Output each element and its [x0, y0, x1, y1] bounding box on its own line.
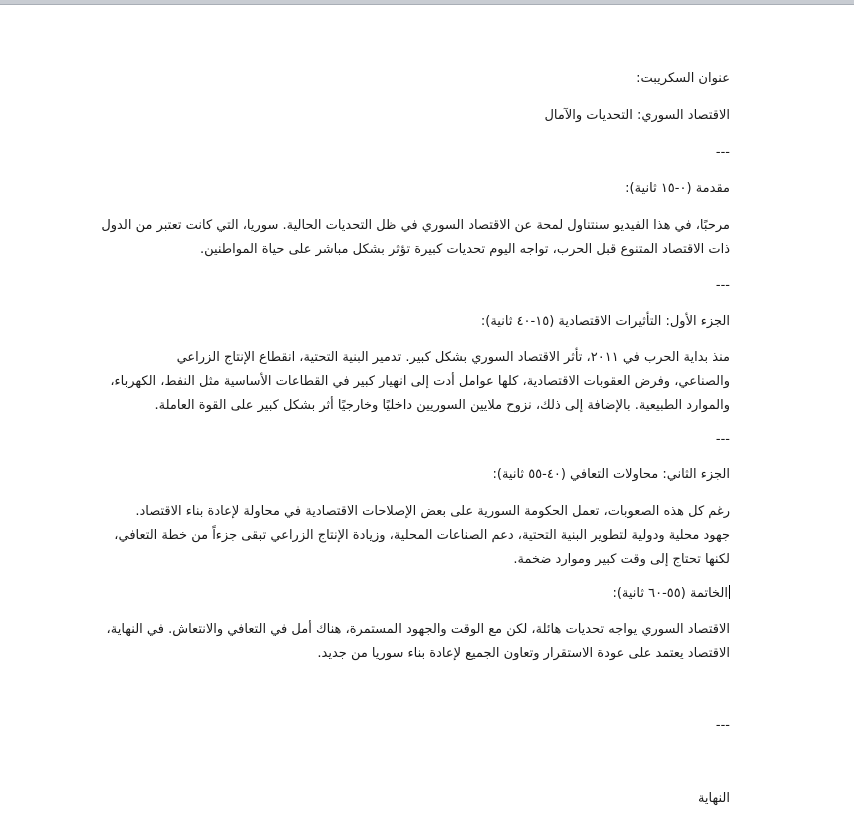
- conclusion-paragraph: [90, 618, 730, 666]
- separator: ---: [715, 718, 730, 733]
- conclusion-line: الاقتصاد السوري يواجه تحديات هائلة، لكن مع الوقت والجهود المستمرة، هناك أمل في التعافي والانتعاش. في النهاية،: [106, 622, 730, 637]
- script-title-label: عنوان السكريبت:: [636, 71, 730, 86]
- part1-line: والصناعي، وفرض العقوبات الاقتصادية، كلها عوامل أدت إلى انهيار كبير في القطاعات الأساسية مثل النفط، الكهرباء،: [110, 374, 730, 389]
- part2-line: لكنها تحتاج إلى وقت كبير وموارد ضخمة.: [513, 552, 730, 567]
- part2-line: جهود محلية ودولية لتطوير البنية التحتية، دعم الصناعات المحلية، وزيادة الإنتاج الزراعي تبقى جزءاً من خطة التعافي،: [114, 528, 730, 543]
- script-title: الاقتصاد السوري: التحديات والآمال: [544, 108, 730, 123]
- separator: ---: [715, 432, 730, 447]
- intro-line: ذات الاقتصاد المتنوع قبل الحرب، تواجه اليوم تحديات كبيرة تؤثر بشكل مباشر على حياة المواطنين.: [199, 242, 730, 257]
- separator: ---: [715, 278, 730, 293]
- intro-paragraph: [90, 214, 730, 262]
- conclusion-heading-line: [90, 585, 730, 602]
- part1-paragraph: [90, 346, 730, 418]
- intro-heading: مقدمة (٠-١٥ ثانية):: [625, 181, 730, 196]
- part2-line: رغم كل هذه الصعوبات، تعمل الحكومة السورية على بعض الإصلاحات الاقتصادية في محاولة لإعادة بناء الاقتصاد.: [135, 504, 730, 519]
- text-cursor: [729, 585, 730, 599]
- conclusion-heading: الخاتمة (٥٥-٦٠ ثانية):: [612, 586, 728, 601]
- end-label: النهاية: [697, 791, 730, 806]
- part1-heading: الجزء الأول: التأثيرات الاقتصادية (١٥-٤٠ ثانية):: [480, 314, 730, 329]
- part2-heading: الجزء الثاني: محاولات التعافي (٤٠-٥٥ ثانية):: [492, 467, 730, 482]
- conclusion-line: الاقتصاد يعتمد على عودة الاستقرار وتعاون الجميع لإعادة بناء سوريا من جديد.: [317, 646, 730, 661]
- part1-line: والموارد الطبيعية. بالإضافة إلى ذلك، نزوح ملايين السوريين داخليًا وخارجيًا أثر بشكل كبير على القوة العاملة.: [154, 398, 730, 413]
- part2-paragraph: [90, 500, 730, 572]
- part1-line: منذ بداية الحرب في ٢٠١١، تأثر الاقتصاد السوري بشكل كبير. تدمير البنية التحتية، انقطاع الإنتاج الزراعي: [176, 350, 730, 365]
- intro-line: مرحبًا، في هذا الفيديو سنتناول لمحة عن الاقتصاد السوري في ظل التحديات الحالية. سوريا، التي كانت تعتبر من الدول: [101, 218, 730, 233]
- separator: ---: [715, 145, 730, 160]
